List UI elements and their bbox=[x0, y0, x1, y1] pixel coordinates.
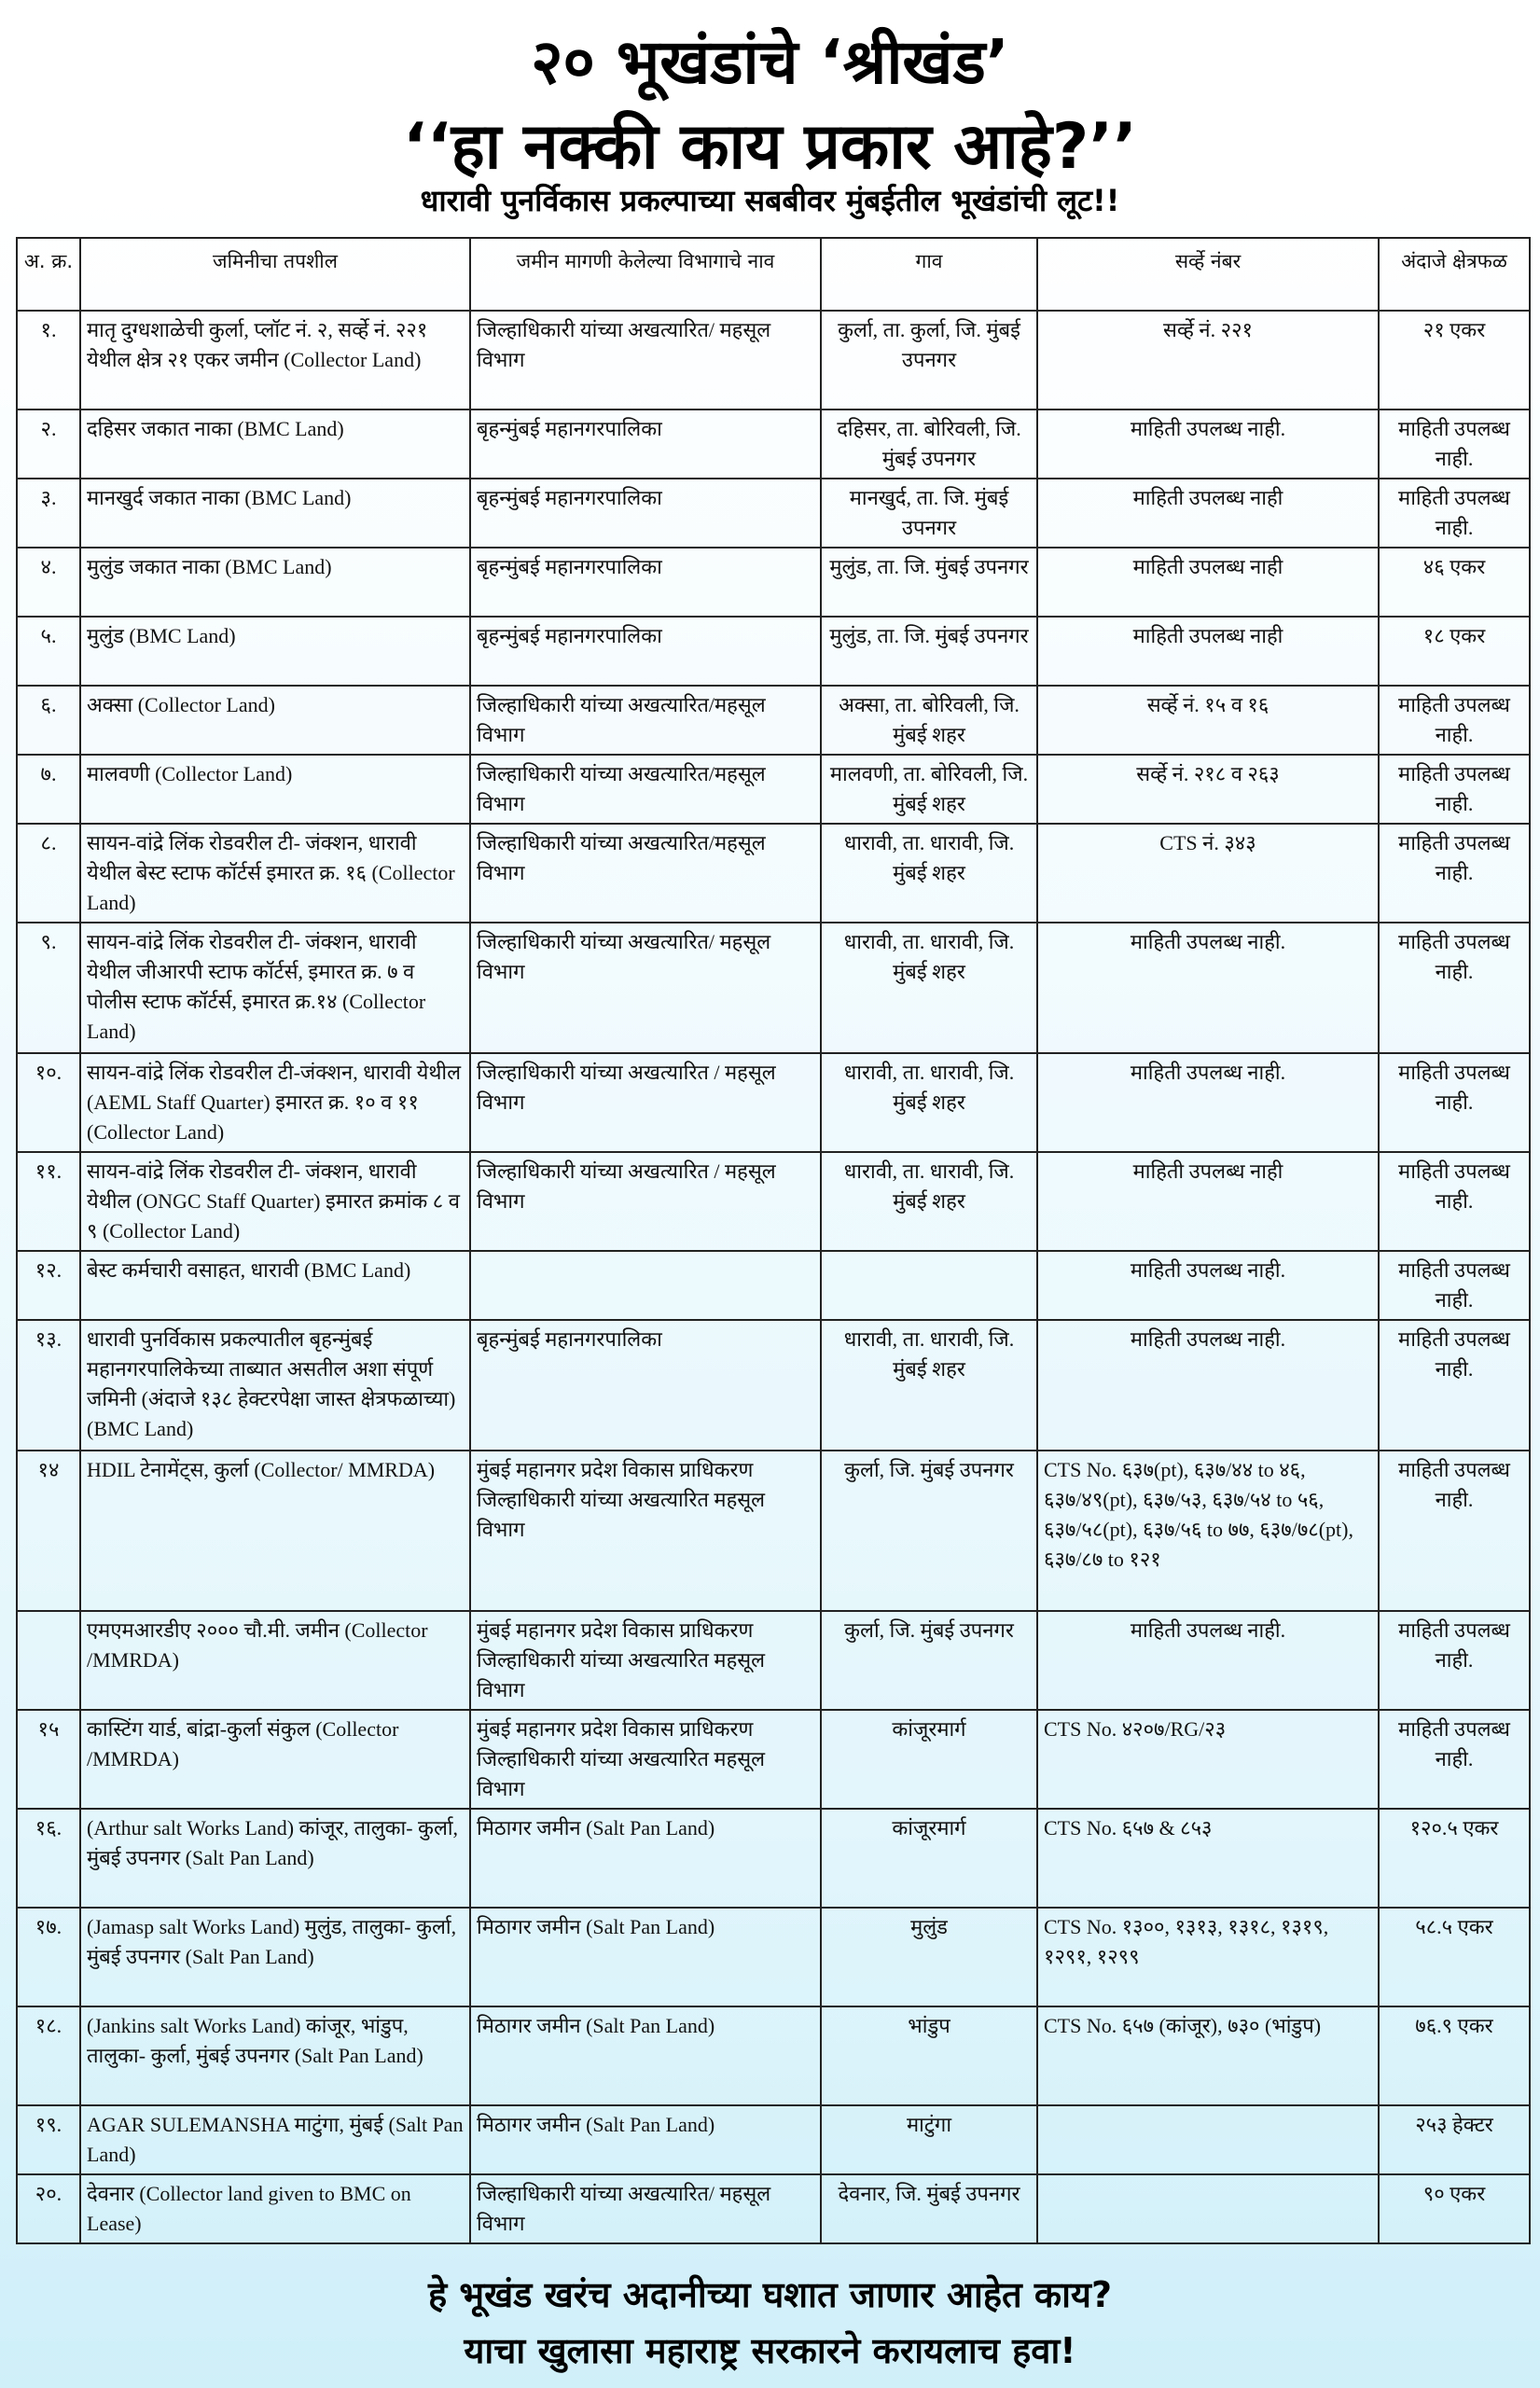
cell-dept: मुंबई महानगर प्रदेश विकास प्राधिकरण जिल्हाधिकारी यांच्या अखत्यारित महसूल विभाग bbox=[470, 1710, 821, 1809]
cell-area: माहिती उपलब्ध नाही. bbox=[1379, 1611, 1530, 1710]
cell-dept: जिल्हाधिकारी यांच्या अखत्यारित / महसूल विभाग bbox=[470, 1053, 821, 1152]
cell-detail: बेस्ट कर्मचारी वसाहत, धारावी (BMC Land) bbox=[80, 1251, 470, 1320]
cell-village: माटुंगा bbox=[821, 2105, 1037, 2174]
cell-village: धारावी, ता. धारावी, जि. मुंबई शहर bbox=[821, 1053, 1037, 1152]
table-row bbox=[17, 1710, 1530, 1809]
table-row bbox=[17, 824, 1530, 923]
cell-survey: CTS No. १३००, १३१३, १३१८, १३१९, १२९१, १२९९ bbox=[1037, 1908, 1379, 2006]
cell-sr: १८. bbox=[17, 2006, 80, 2105]
cell-area: माहिती उपलब्ध नाही. bbox=[1379, 1053, 1530, 1152]
cell-village: कांजूरमार्ग bbox=[821, 1710, 1037, 1809]
page-title-question: ‘‘हा नक्की काय प्रकार आहे?’’ bbox=[402, 110, 1138, 184]
cell-area: माहिती उपलब्ध नाही. bbox=[1379, 1320, 1530, 1451]
cell-detail: अक्सा (Collector Land) bbox=[80, 686, 470, 755]
cell-area: माहिती उपलब्ध नाही. bbox=[1379, 410, 1530, 479]
cell-village: धारावी, ता. धारावी, जि. मुंबई शहर bbox=[821, 923, 1037, 1053]
table-row bbox=[17, 2105, 1530, 2174]
table-row bbox=[17, 2006, 1530, 2105]
cell-area: माहिती उपलब्ध नाही. bbox=[1379, 686, 1530, 755]
cell-sr: ६. bbox=[17, 686, 80, 755]
cell-area: ५८.५ एकर bbox=[1379, 1908, 1530, 2006]
cell-village: धारावी, ता. धारावी, जि. मुंबई शहर bbox=[821, 824, 1037, 923]
cell-dept: बृहन्मुंबई महानगरपालिका bbox=[470, 548, 821, 617]
land-parcels-table bbox=[16, 237, 1531, 2244]
cell-area: माहिती उपलब्ध नाही. bbox=[1379, 479, 1530, 548]
cell-detail: कास्टिंग यार्ड, बांद्रा-कुर्ला संकुल (Collector /MMRDA) bbox=[80, 1710, 470, 1809]
cell-village: देवनार, जि. मुंबई उपनगर bbox=[821, 2174, 1037, 2243]
cell-dept: मिठागर जमीन (Salt Pan Land) bbox=[470, 1809, 821, 1908]
column-header-dept: जमीन मागणी केलेल्या विभागाचे नाव bbox=[470, 238, 821, 311]
cell-sr: ९. bbox=[17, 923, 80, 1053]
cell-village: मालवणी, ता. बोरिवली, जि. मुंबई शहर bbox=[821, 755, 1037, 824]
column-header-sr: अ. क्र. bbox=[17, 238, 80, 311]
page-title: २० भूखंडांचे ‘श्रीखंड’ bbox=[531, 26, 1009, 98]
cell-area: ४६ एकर bbox=[1379, 548, 1530, 617]
cell-sr: २. bbox=[17, 410, 80, 479]
table-row bbox=[17, 1451, 1530, 1611]
cell-detail: धारावी पुनर्विकास प्रकल्पातील बृहन्मुंबई महानगरपालिकेच्या ताब्यात असतील अशा संपूर्ण जमिनी (अंदाजे १३८ हेक्टरपेक्षा जास्त क्षेत्रफळाच्या) (BMC Land) bbox=[80, 1320, 470, 1451]
cell-survey: माहिती उपलब्ध नाही bbox=[1037, 617, 1379, 686]
cell-detail: (Arthur salt Works Land) कांजूर, तालुका- कुर्ला, मुंबई उपनगर (Salt Pan Land) bbox=[80, 1809, 470, 1908]
cell-area: माहिती उपलब्ध नाही. bbox=[1379, 824, 1530, 923]
cell-detail: सायन-वांद्रे लिंक रोडवरील टी- जंक्शन, धारावी येथील (ONGC Staff Quarter) इमारत क्रमांक ८ व ९ (Collector Land) bbox=[80, 1152, 470, 1251]
table-row bbox=[17, 479, 1530, 548]
cell-dept: बृहन्मुंबई महानगरपालिका bbox=[470, 479, 821, 548]
table-row bbox=[17, 617, 1530, 686]
table-row bbox=[17, 410, 1530, 479]
cell-village bbox=[821, 1251, 1037, 1320]
cell-area: माहिती उपलब्ध नाही. bbox=[1379, 1710, 1530, 1809]
cell-village: मुलुंड bbox=[821, 1908, 1037, 2006]
cell-detail: सायन-वांद्रे लिंक रोडवरील टी- जंक्शन, धारावी येथील जीआरपी स्टाफ कॉर्टर्स, इमारत क्र. ७ व पोलीस स्टाफ कॉर्टर्स, इमारत क्र.१४ (Collector Land) bbox=[80, 923, 470, 1053]
cell-area: १२०.५ एकर bbox=[1379, 1809, 1530, 1908]
table-row bbox=[17, 1320, 1530, 1451]
cell-dept: बृहन्मुंबई महानगरपालिका bbox=[470, 410, 821, 479]
cell-village: भांडुप bbox=[821, 2006, 1037, 2105]
cell-village: मानखुर्द, ता. जि. मुंबई उपनगर bbox=[821, 479, 1037, 548]
table-row bbox=[17, 1611, 1530, 1710]
cell-village: धारावी, ता. धारावी, जि. मुंबई शहर bbox=[821, 1152, 1037, 1251]
cell-detail: मानखुर्द जकात नाका (BMC Land) bbox=[80, 479, 470, 548]
footer-question: हे भूखंड खरंच अदानीच्या घशात जाणार आहेत काय? bbox=[427, 2274, 1113, 2315]
cell-detail: मुलुंड जकात नाका (BMC Land) bbox=[80, 548, 470, 617]
cell-village: धारावी, ता. धारावी, जि. मुंबई शहर bbox=[821, 1320, 1037, 1451]
table-row bbox=[17, 923, 1530, 1053]
cell-survey: माहिती उपलब्ध नाही. bbox=[1037, 1053, 1379, 1152]
cell-survey: सर्व्हे नं. २१८ व २६३ bbox=[1037, 755, 1379, 824]
cell-village: दहिसर, ता. बोरिवली, जि. मुंबई उपनगर bbox=[821, 410, 1037, 479]
cell-survey: सर्व्हे नं. १५ व १६ bbox=[1037, 686, 1379, 755]
cell-area: २५३ हेक्टर bbox=[1379, 2105, 1530, 2174]
cell-detail: मुलुंड (BMC Land) bbox=[80, 617, 470, 686]
cell-sr: १७. bbox=[17, 1908, 80, 2006]
cell-village: मुलुंड, ता. जि. मुंबई उपनगर bbox=[821, 548, 1037, 617]
cell-detail: देवनार (Collector land given to BMC on Lease) bbox=[80, 2174, 470, 2243]
cell-village: कुर्ला, जि. मुंबई उपनगर bbox=[821, 1451, 1037, 1611]
cell-detail: मालवणी (Collector Land) bbox=[80, 755, 470, 824]
cell-sr: १२. bbox=[17, 1251, 80, 1320]
table-row bbox=[17, 755, 1530, 824]
cell-sr: १५ bbox=[17, 1710, 80, 1809]
cell-survey: CTS No. ४२०७/RG/२३ bbox=[1037, 1710, 1379, 1809]
cell-sr: १३. bbox=[17, 1320, 80, 1451]
cell-survey: CTS No. ६३७(pt), ६३७/४४ to ४६, ६३७/४९(pt), ६३७/५३, ६३७/५४ to ५६, ६३७/५८(pt), ६३७/५६ to ७७, ६३७/७८(pt), ६३७/८७ to १२१ bbox=[1037, 1451, 1379, 1611]
cell-area: माहिती उपलब्ध नाही. bbox=[1379, 923, 1530, 1053]
cell-area: २१ एकर bbox=[1379, 311, 1530, 410]
cell-sr: १९. bbox=[17, 2105, 80, 2174]
cell-village: कुर्ला, जि. मुंबई उपनगर bbox=[821, 1611, 1037, 1710]
cell-sr: ११. bbox=[17, 1152, 80, 1251]
cell-dept: मुंबई महानगर प्रदेश विकास प्राधिकरण जिल्हाधिकारी यांच्या अखत्यारित महसूल विभाग bbox=[470, 1611, 821, 1710]
cell-dept: बृहन्मुंबई महानगरपालिका bbox=[470, 617, 821, 686]
cell-survey: CTS No. ६५७ (कांजूर), ७३० (भांडुप) bbox=[1037, 2006, 1379, 2105]
cell-dept: जिल्हाधिकारी यांच्या अखत्यारित / महसूल विभाग bbox=[470, 1152, 821, 1251]
table-row bbox=[17, 311, 1530, 410]
table-row bbox=[17, 1053, 1530, 1152]
table-row bbox=[17, 686, 1530, 755]
cell-sr: १४ bbox=[17, 1451, 80, 1611]
cell-sr: ७. bbox=[17, 755, 80, 824]
cell-village: अक्सा, ता. बोरिवली, जि. मुंबई शहर bbox=[821, 686, 1037, 755]
cell-detail: HDIL टेनामेंट्स, कुर्ला (Collector/ MMRDA) bbox=[80, 1451, 470, 1611]
cell-survey: माहिती उपलब्ध नाही bbox=[1037, 1152, 1379, 1251]
cell-detail: एमएमआरडीए २००० चौ.मी. जमीन (Collector /MMRDA) bbox=[80, 1611, 470, 1710]
cell-area: ७६.९ एकर bbox=[1379, 2006, 1530, 2105]
cell-sr: २०. bbox=[17, 2174, 80, 2243]
page-subtitle: धारावी पुनर्विकास प्रकल्पाच्या सबबीवर मुंबईतील भूखंडांची लूट!! bbox=[420, 183, 1120, 218]
cell-sr bbox=[17, 1611, 80, 1710]
cell-survey: माहिती उपलब्ध नाही. bbox=[1037, 923, 1379, 1053]
cell-area: १८ एकर bbox=[1379, 617, 1530, 686]
cell-dept: जिल्हाधिकारी यांच्या अखत्यारित/ महसूल विभाग bbox=[470, 311, 821, 410]
cell-sr: ५. bbox=[17, 617, 80, 686]
table-row bbox=[17, 1908, 1530, 2006]
cell-detail: सायन-वांद्रे लिंक रोडवरील टी- जंक्शन, धारावी येथील बेस्ट स्टाफ कॉर्टर्स इमारत क्र. १६ (Collector Land) bbox=[80, 824, 470, 923]
cell-dept: जिल्हाधिकारी यांच्या अखत्यारित/ महसूल विभाग bbox=[470, 2174, 821, 2243]
cell-dept: मुंबई महानगर प्रदेश विकास प्राधिकरण जिल्हाधिकारी यांच्या अखत्यारित महसूल विभाग bbox=[470, 1451, 821, 1611]
cell-survey: माहिती उपलब्ध नाही bbox=[1037, 479, 1379, 548]
cell-survey: माहिती उपलब्ध नाही. bbox=[1037, 410, 1379, 479]
cell-dept: मिठागर जमीन (Salt Pan Land) bbox=[470, 2105, 821, 2174]
cell-survey: सर्व्हे नं. २२१ bbox=[1037, 311, 1379, 410]
cell-dept: मिठागर जमीन (Salt Pan Land) bbox=[470, 2006, 821, 2105]
cell-detail: दहिसर जकात नाका (BMC Land) bbox=[80, 410, 470, 479]
cell-survey: माहिती उपलब्ध नाही. bbox=[1037, 1320, 1379, 1451]
cell-survey: CTS No. ६५७ & ८५३ bbox=[1037, 1809, 1379, 1908]
cell-dept: मिठागर जमीन (Salt Pan Land) bbox=[470, 1908, 821, 2006]
table-row bbox=[17, 1809, 1530, 1908]
cell-dept: जिल्हाधिकारी यांच्या अखत्यारित/महसूल विभाग bbox=[470, 686, 821, 755]
cell-sr: ८. bbox=[17, 824, 80, 923]
column-header-survey: सर्व्हे नंबर bbox=[1037, 238, 1379, 311]
cell-dept: जिल्हाधिकारी यांच्या अखत्यारित/महसूल विभाग bbox=[470, 824, 821, 923]
cell-dept: जिल्हाधिकारी यांच्या अखत्यारित/महसूल विभाग bbox=[470, 755, 821, 824]
cell-area: माहिती उपलब्ध नाही. bbox=[1379, 755, 1530, 824]
cell-sr: १. bbox=[17, 311, 80, 410]
table-row bbox=[17, 1152, 1530, 1251]
column-header-detail: जमिनीचा तपशील bbox=[80, 238, 470, 311]
cell-detail: (Jankins salt Works Land) कांजूर, भांडुप, तालुका- कुर्ला, मुंबई उपनगर (Salt Pan Land) bbox=[80, 2006, 470, 2105]
cell-detail: (Jamasp salt Works Land) मुलुंड, तालुका- कुर्ला, मुंबई उपनगर (Salt Pan Land) bbox=[80, 1908, 470, 2006]
cell-survey: माहिती उपलब्ध नाही bbox=[1037, 548, 1379, 617]
cell-area: माहिती उपलब्ध नाही. bbox=[1379, 1251, 1530, 1320]
footer-demand: याचा खुलासा महाराष्ट्र सरकारने करायलाच हवा! bbox=[464, 2330, 1076, 2371]
cell-area: माहिती उपलब्ध नाही. bbox=[1379, 1152, 1530, 1251]
cell-dept: जिल्हाधिकारी यांच्या अखत्यारित/ महसूल विभाग bbox=[470, 923, 821, 1053]
table-header-row bbox=[17, 238, 1530, 311]
cell-dept: बृहन्मुंबई महानगरपालिका bbox=[470, 1320, 821, 1451]
cell-dept bbox=[470, 1251, 821, 1320]
cell-survey bbox=[1037, 2174, 1379, 2243]
cell-detail: सायन-वांद्रे लिंक रोडवरील टी-जंक्शन, धारावी येथील (AEML Staff Quarter) इमारत क्र. १० व ११ (Collector Land) bbox=[80, 1053, 470, 1152]
column-header-village: गाव bbox=[821, 238, 1037, 311]
cell-village: मुलुंड, ता. जि. मुंबई उपनगर bbox=[821, 617, 1037, 686]
cell-detail: AGAR SULEMANSHA माटुंगा, मुंबई (Salt Pan Land) bbox=[80, 2105, 470, 2174]
cell-area: माहिती उपलब्ध नाही. bbox=[1379, 1451, 1530, 1611]
cell-survey: CTS नं. ३४३ bbox=[1037, 824, 1379, 923]
cell-sr: ३. bbox=[17, 479, 80, 548]
cell-survey bbox=[1037, 2105, 1379, 2174]
cell-sr: १६. bbox=[17, 1809, 80, 1908]
cell-survey: माहिती उपलब्ध नाही. bbox=[1037, 1611, 1379, 1710]
cell-sr: ४. bbox=[17, 548, 80, 617]
cell-village: कुर्ला, ता. कुर्ला, जि. मुंबई उपनगर bbox=[821, 311, 1037, 410]
cell-sr: १०. bbox=[17, 1053, 80, 1152]
column-header-area: अंदाजे क्षेत्रफळ bbox=[1379, 238, 1530, 311]
table-row bbox=[17, 548, 1530, 617]
cell-detail: मातृ दुग्धशाळेची कुर्ला, प्लॉट नं. २, सर्व्हे नं. २२१ येथील क्षेत्र २१ एकर जमीन (Collector Land) bbox=[80, 311, 470, 410]
table-row bbox=[17, 2174, 1530, 2243]
cell-village: कांजूरमार्ग bbox=[821, 1809, 1037, 1908]
cell-area: ९० एकर bbox=[1379, 2174, 1530, 2243]
table-row bbox=[17, 1251, 1530, 1320]
cell-survey: माहिती उपलब्ध नाही. bbox=[1037, 1251, 1379, 1320]
